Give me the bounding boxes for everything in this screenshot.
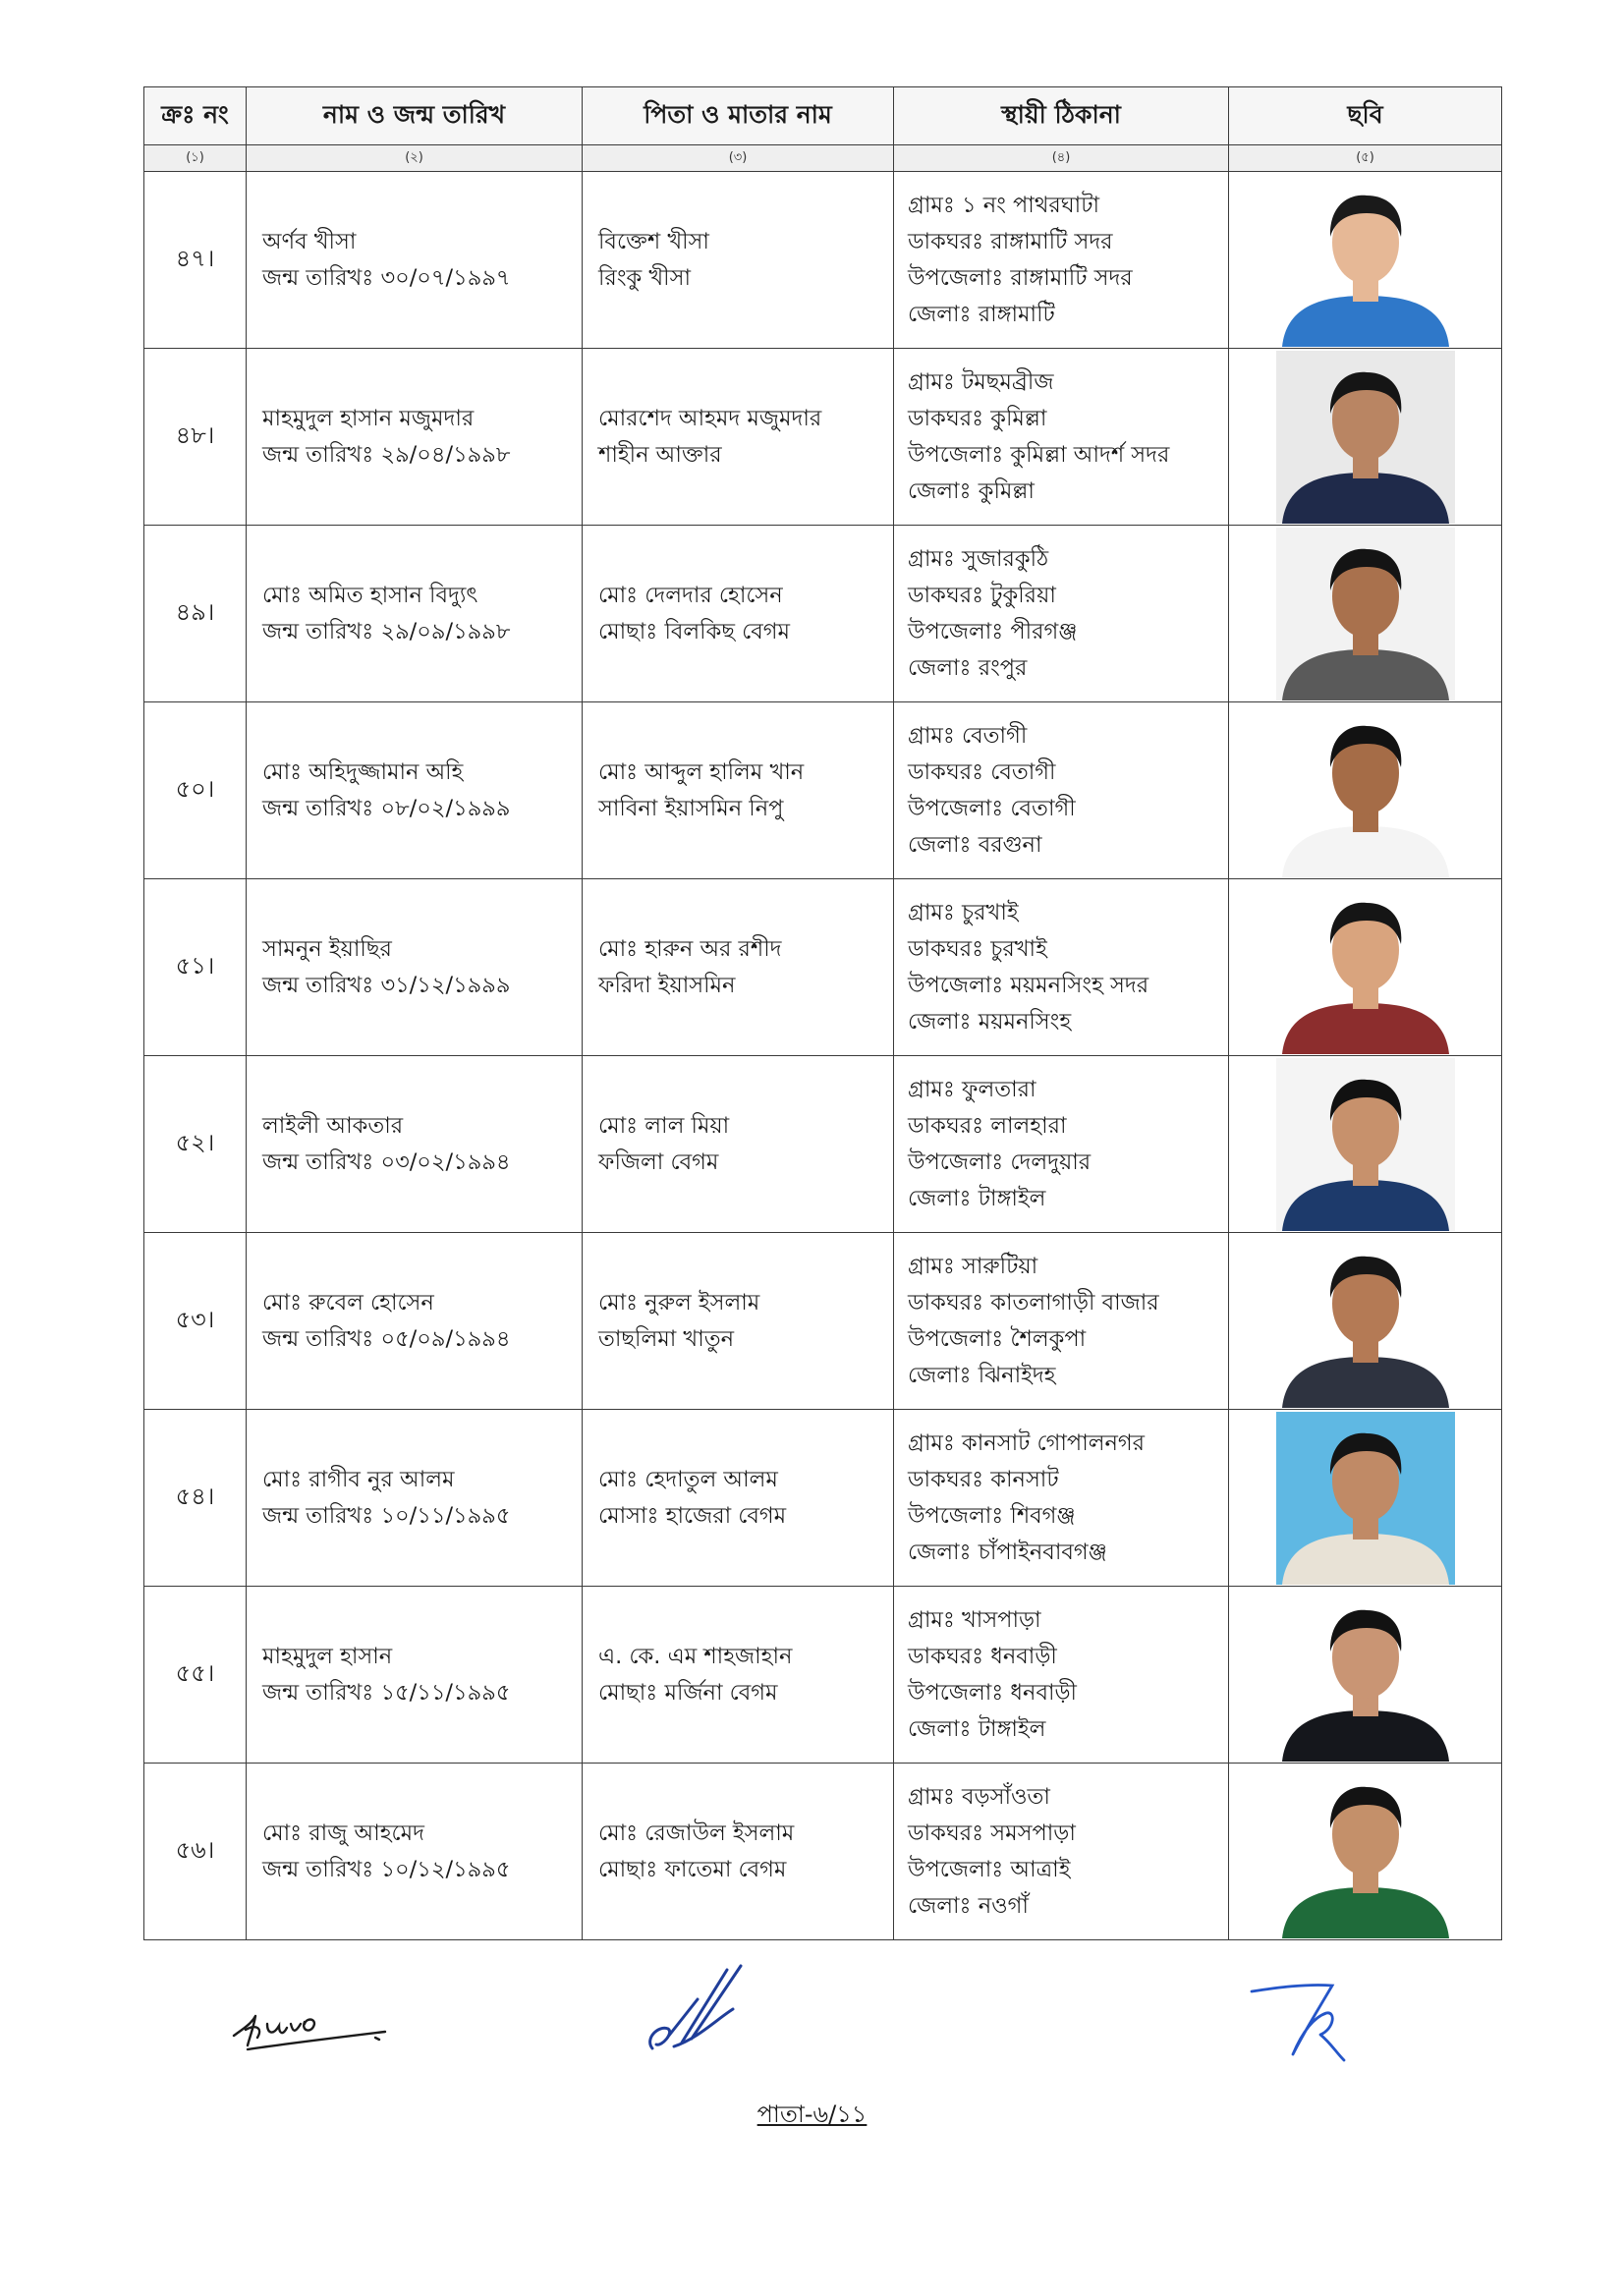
address-district: জেলাঃ কুমিল্লা (908, 477, 1035, 504)
father-name: মোঃ আব্দুল হালিম খান (598, 758, 805, 785)
address-village: গ্রামঃ সারুটিয়া (908, 1253, 1038, 1279)
parents-cell (583, 526, 894, 702)
address-cell (894, 702, 1229, 879)
father-name: মোরশেদ আহমদ মজুমদার (598, 405, 822, 431)
address-upazila: উপজেলাঃ দেলদুয়ার (908, 1148, 1092, 1175)
candidate-table-container (143, 86, 1501, 1940)
col-header-name-dob: নাম ও জন্ম তারিখ (247, 87, 583, 145)
address-post-office: ডাকঘরঃ চুরখাই (908, 935, 1047, 962)
photo-cell (1229, 172, 1502, 349)
parents-cell (583, 172, 894, 349)
table-row (144, 349, 1502, 526)
address-upazila: উপজেলাঃ বেতাগী (908, 795, 1076, 821)
name-dob-cell (247, 702, 583, 879)
candidate-name: সামনুন ইয়াছির (262, 935, 392, 962)
candidate-photo (1276, 881, 1455, 1054)
table-row (144, 1764, 1502, 1940)
address-post-office: ডাকঘরঃ ধনবাড়ী (908, 1643, 1057, 1669)
address-cell (894, 1056, 1229, 1233)
address-village: গ্রামঃ সুজারকুঠি (908, 545, 1049, 572)
serial-number: ৫০। (144, 702, 247, 879)
mother-name: মোছাঃ ফাতেমা বেগম (598, 1856, 787, 1882)
table-row (144, 1587, 1502, 1764)
address-post-office: ডাকঘরঃ টুকুরিয়া (908, 582, 1056, 608)
date-of-birth: জন্ম তারিখঃ ২৯/০৪/১৯৯৮ (262, 441, 511, 468)
table-row (144, 879, 1502, 1056)
address-district: জেলাঃ ময়মনসিংহ (908, 1008, 1072, 1035)
father-name: মোঃ হারুন অর রশীদ (598, 935, 782, 962)
address-upazila: উপজেলাঃ ধনবাড়ী (908, 1679, 1077, 1706)
address-village: গ্রামঃ কানসাট গোপালনগর (908, 1429, 1146, 1456)
address-cell (894, 1587, 1229, 1764)
parents-cell (583, 1587, 894, 1764)
address-district: জেলাঃ টাঙ্গাইল (908, 1185, 1046, 1211)
address-upazila: উপজেলাঃ শিবগঞ্জ (908, 1502, 1076, 1529)
address-post-office: ডাকঘরঃ কুমিল্লা (908, 405, 1047, 431)
date-of-birth: জন্ম তারিখঃ ১০/১১/১৯৯৫ (262, 1502, 511, 1529)
col-number-5: (৫) (1229, 145, 1502, 172)
col-header-address: স্থায়ী ঠিকানা (894, 87, 1229, 145)
candidate-name: মোঃ অমিত হাসান বিদ্যুৎ (262, 582, 478, 608)
table-row (144, 1410, 1502, 1587)
parents-cell (583, 1056, 894, 1233)
serial-number: ৪৮। (144, 349, 247, 526)
address-village: গ্রামঃ বেতাগী (908, 722, 1028, 749)
serial-number: ৫২। (144, 1056, 247, 1233)
signature-left (228, 1994, 405, 2063)
candidate-photo (1276, 351, 1455, 524)
mother-name: মোসাঃ হাজেরা বেগম (598, 1502, 787, 1529)
mother-name: তাছলিমা খাতুন (598, 1325, 735, 1352)
signature-middle (639, 1960, 766, 2058)
photo-cell (1229, 526, 1502, 702)
col-header-photo: ছবি (1229, 87, 1502, 145)
address-village: গ্রামঃ খাসপাড়া (908, 1606, 1041, 1633)
parents-cell (583, 1764, 894, 1940)
address-upazila: উপজেলাঃ পীরগঞ্জ (908, 618, 1078, 644)
father-name: মোঃ হেদাতুল আলম (598, 1466, 778, 1492)
col-number-2: (২) (247, 145, 583, 172)
address-cell (894, 1764, 1229, 1940)
address-village: গ্রামঃ বড়সাঁওতা (908, 1783, 1050, 1810)
address-village: গ্রামঃ চুরখাই (908, 899, 1019, 925)
address-cell (894, 526, 1229, 702)
candidate-photo (1276, 704, 1455, 877)
parents-cell (583, 702, 894, 879)
photo-cell (1229, 1764, 1502, 1940)
father-name: মোঃ লাল মিয়া (598, 1112, 730, 1139)
table-row (144, 172, 1502, 349)
mother-name: শাহীন আক্তার (598, 441, 722, 468)
address-post-office: ডাকঘরঃ লালহারা (908, 1112, 1067, 1139)
parents-cell (583, 349, 894, 526)
name-dob-cell (247, 1764, 583, 1940)
father-name: এ. কে. এম শাহজাহান (598, 1643, 793, 1669)
candidate-name: মোঃ রাগীব নুর আলম (262, 1466, 455, 1492)
candidate-name: মোঃ অহিদুজ্জামান অহি (262, 758, 464, 785)
candidate-name: মোঃ রুবেল হোসেন (262, 1289, 434, 1316)
serial-number: ৫৫। (144, 1587, 247, 1764)
name-dob-cell (247, 1056, 583, 1233)
photo-cell (1229, 702, 1502, 879)
candidate-photo (1276, 1058, 1455, 1231)
date-of-birth: জন্ম তারিখঃ ০৩/০২/১৯৯৪ (262, 1148, 511, 1175)
mother-name: ফরিদা ইয়াসমিন (598, 972, 736, 998)
father-name: বিক্তেশ খীসা (598, 228, 709, 254)
address-post-office: ডাকঘরঃ বেতাগী (908, 758, 1056, 785)
col-header-serial: ক্রঃ নং (144, 87, 247, 145)
candidate-photo (1276, 174, 1455, 347)
father-name: মোঃ রেজাউল ইসলাম (598, 1820, 795, 1846)
candidate-photo (1276, 528, 1455, 700)
photo-cell (1229, 1410, 1502, 1587)
address-cell (894, 172, 1229, 349)
address-upazila: উপজেলাঃ কুমিল্লা আদর্শ সদর (908, 441, 1170, 468)
table-row (144, 526, 1502, 702)
name-dob-cell (247, 526, 583, 702)
signature-right (1248, 1970, 1375, 2068)
col-header-parents: পিতা ও মাতার নাম (583, 87, 894, 145)
name-dob-cell (247, 1233, 583, 1410)
candidate-table (143, 86, 1502, 1940)
address-post-office: ডাকঘরঃ কানসাট (908, 1466, 1059, 1492)
address-post-office: ডাকঘরঃ কাতলাগাড়ী বাজার (908, 1289, 1159, 1316)
col-number-1: (১) (144, 145, 247, 172)
table-row (144, 1233, 1502, 1410)
address-district: জেলাঃ চাঁপাইনবাবগঞ্জ (908, 1539, 1107, 1565)
mother-name: রিংকু খীসা (598, 264, 691, 291)
table-body (144, 172, 1502, 1940)
candidate-name: মাহমুদুল হাসান (262, 1643, 393, 1669)
address-district: জেলাঃ নওগাঁ (908, 1892, 1029, 1919)
date-of-birth: জন্ম তারিখঃ ০৫/০৯/১৯৯৪ (262, 1325, 511, 1352)
address-village: গ্রামঃ টমছমব্রীজ (908, 368, 1054, 395)
mother-name: সাবিনা ইয়াসমিন নিপু (598, 795, 784, 821)
mother-name: মোছাঃ বিলকিছ বেগম (598, 618, 791, 644)
name-dob-cell (247, 172, 583, 349)
date-of-birth: জন্ম তারিখঃ ০৮/০২/১৯৯৯ (262, 795, 511, 821)
candidate-photo (1276, 1589, 1455, 1762)
header-row (144, 87, 1502, 145)
serial-number: ৪৭। (144, 172, 247, 349)
date-of-birth: জন্ম তারিখঃ ১৫/১১/১৯৯৫ (262, 1679, 511, 1706)
col-number-3: (৩) (583, 145, 894, 172)
col-number-4: (৪) (894, 145, 1229, 172)
address-district: জেলাঃ ঝিনাইদহ (908, 1362, 1056, 1388)
date-of-birth: জন্ম তারিখঃ ৩১/১২/১৯৯৯ (262, 972, 511, 998)
candidate-name: লাইলী আকতার (262, 1112, 404, 1139)
address-district: জেলাঃ টাঙ্গাইল (908, 1715, 1046, 1742)
photo-cell (1229, 879, 1502, 1056)
photo-cell (1229, 349, 1502, 526)
address-district: জেলাঃ রংপুর (908, 654, 1028, 681)
address-upazila: উপজেলাঃ আত্রাই (908, 1856, 1071, 1882)
photo-cell (1229, 1056, 1502, 1233)
address-village: গ্রামঃ ফুলতারা (908, 1076, 1036, 1102)
address-post-office: ডাকঘরঃ রাঙ্গামাটি সদর (908, 228, 1113, 254)
serial-number: ৫৩। (144, 1233, 247, 1410)
table-row (144, 702, 1502, 879)
candidate-name: মাহমুদুল হাসান মজুমদার (262, 405, 475, 431)
serial-number: ৫৬। (144, 1764, 247, 1940)
mother-name: ফজিলা বেগম (598, 1148, 719, 1175)
address-cell (894, 1410, 1229, 1587)
address-district: জেলাঃ রাঙ্গামাটি (908, 301, 1055, 327)
serial-number: ৪৯। (144, 526, 247, 702)
address-village: গ্রামঃ ১ নং পাথরঘাটা (908, 192, 1099, 218)
parents-cell (583, 879, 894, 1056)
candidate-photo (1276, 1765, 1455, 1938)
serial-number: ৫১। (144, 879, 247, 1056)
date-of-birth: জন্ম তারিখঃ ২৯/০৯/১৯৯৮ (262, 618, 511, 644)
address-post-office: ডাকঘরঃ সমসপাড়া (908, 1820, 1076, 1846)
address-upazila: উপজেলাঃ শৈলকুপা (908, 1325, 1087, 1352)
candidate-photo (1276, 1235, 1455, 1408)
candidate-name: মোঃ রাজু আহমেদ (262, 1820, 424, 1846)
father-name: মোঃ নুরুল ইসলাম (598, 1289, 760, 1316)
date-of-birth: জন্ম তারিখঃ ৩০/০৭/১৯৯৭ (262, 264, 511, 291)
parents-cell (583, 1233, 894, 1410)
name-dob-cell (247, 879, 583, 1056)
candidate-name: অর্ণব খীসা (262, 228, 357, 254)
address-cell (894, 349, 1229, 526)
address-cell (894, 879, 1229, 1056)
subheader-row (144, 145, 1502, 172)
parents-cell (583, 1410, 894, 1587)
table-row (144, 1056, 1502, 1233)
address-upazila: উপজেলাঃ রাঙ্গামাটি সদর (908, 264, 1133, 291)
photo-cell (1229, 1233, 1502, 1410)
address-upazila: উপজেলাঃ ময়মনসিংহ সদর (908, 972, 1149, 998)
page-number: পাতা-৬/১১ (756, 2100, 868, 2128)
address-district: জেলাঃ বরগুনা (908, 831, 1042, 858)
name-dob-cell (247, 1410, 583, 1587)
serial-number: ৫৪। (144, 1410, 247, 1587)
address-cell (894, 1233, 1229, 1410)
name-dob-cell (247, 349, 583, 526)
photo-cell (1229, 1587, 1502, 1764)
father-name: মোঃ দেলদার হোসেন (598, 582, 783, 608)
candidate-photo (1276, 1412, 1455, 1585)
mother-name: মোছাঃ মর্জিনা বেগম (598, 1679, 778, 1706)
date-of-birth: জন্ম তারিখঃ ১০/১২/১৯৯৫ (262, 1856, 511, 1882)
name-dob-cell (247, 1587, 583, 1764)
